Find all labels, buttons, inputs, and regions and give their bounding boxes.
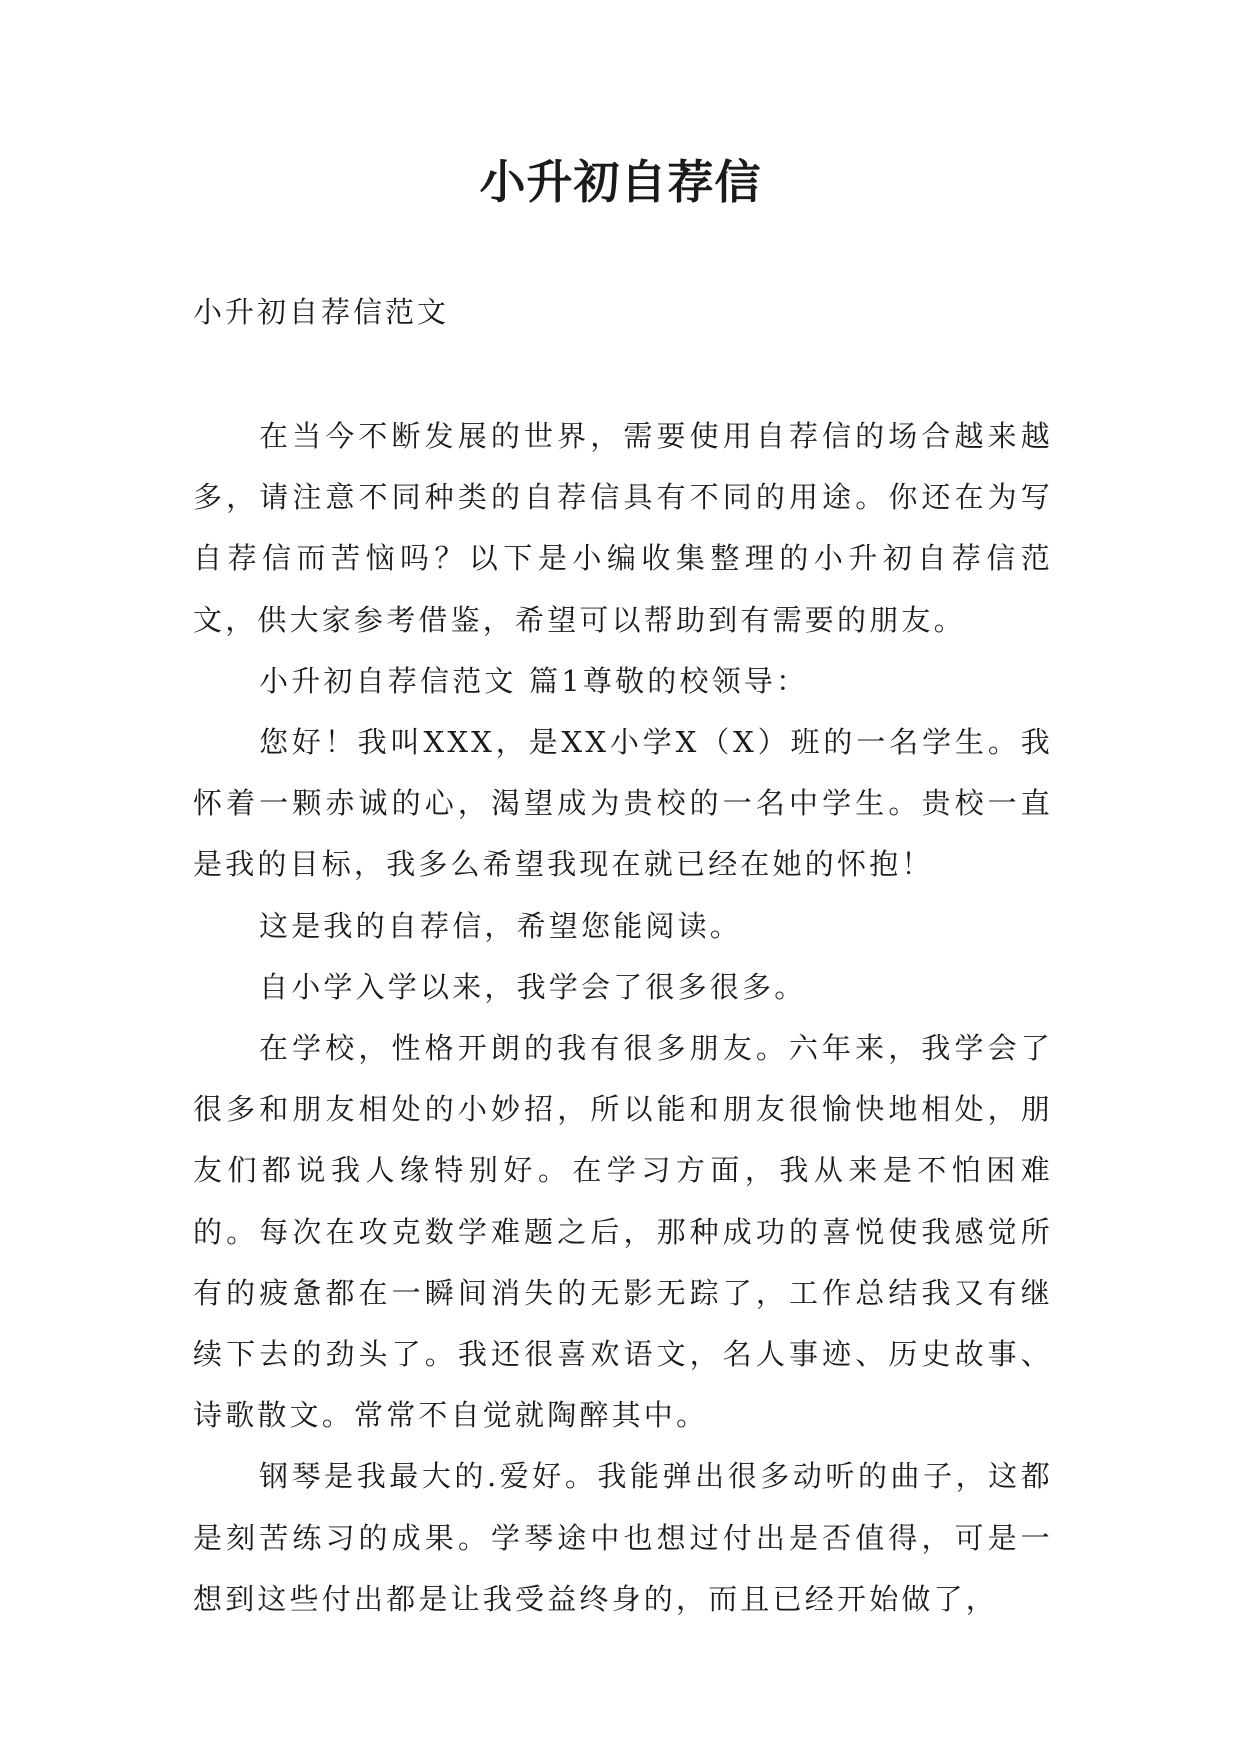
paragraph-greeting: 您好！我叫XXX，是XX小学X（X）班的一名学生。我怀着一颗赤诚的心，渴望成为贵校的一名中学生。贵校一直是我的目标，我多么希望我现在就已经在她的怀抱！ bbox=[193, 725, 1053, 882]
paragraph-piano: 钢琴是我最大的.爱好。我能弹出很多动听的曲子，这都是刻苦练习的成果。学琴途中也想过付出是否值得，可是一想到这些付出都是让我受益终身的，而且已经开始做了， bbox=[193, 1459, 1053, 1616]
document-body bbox=[193, 406, 1053, 1630]
document-title: 小升初自荐信 bbox=[479, 155, 762, 209]
paragraph-intro: 在当今不断发展的世界，需要使用自荐信的场合越来越多，请注意不同种类的自荐信具有不同的用途。你还在为写自荐信而苦恼吗？以下是小编收集整理的小升初自荐信范文，供大家参考借鉴，希望可以帮助到有需要的朋友。 bbox=[193, 419, 1053, 637]
paragraph-school-life: 在学校，性格开朗的我有很多朋友。六年来，我学会了很多和朋友相处的小妙招，所以能和朋友很愉快地相处，朋友们都说我人缘特别好。在学习方面，我从来是不怕困难的。每次在攻克数学难题之后，那种成功的喜悦使我感觉所有的疲惫都在一瞬间消失的无影无踪了，工作总结我又有继续下去的劲头了。我还很喜欢语文，名人事迹、历史故事、诗歌散文。常常不自觉就陶醉其中。 bbox=[193, 1031, 1053, 1433]
paragraph-salutation: 小升初自荐信范文 篇1尊敬的校领导： bbox=[259, 663, 809, 698]
paragraph-letter-note: 这是我的自荐信，希望您能阅读。 bbox=[259, 908, 743, 943]
document-subtitle: 小升初自荐信范文 bbox=[193, 295, 450, 329]
paragraph-learned: 自小学入学以来，我学会了很多很多。 bbox=[259, 969, 807, 1004]
